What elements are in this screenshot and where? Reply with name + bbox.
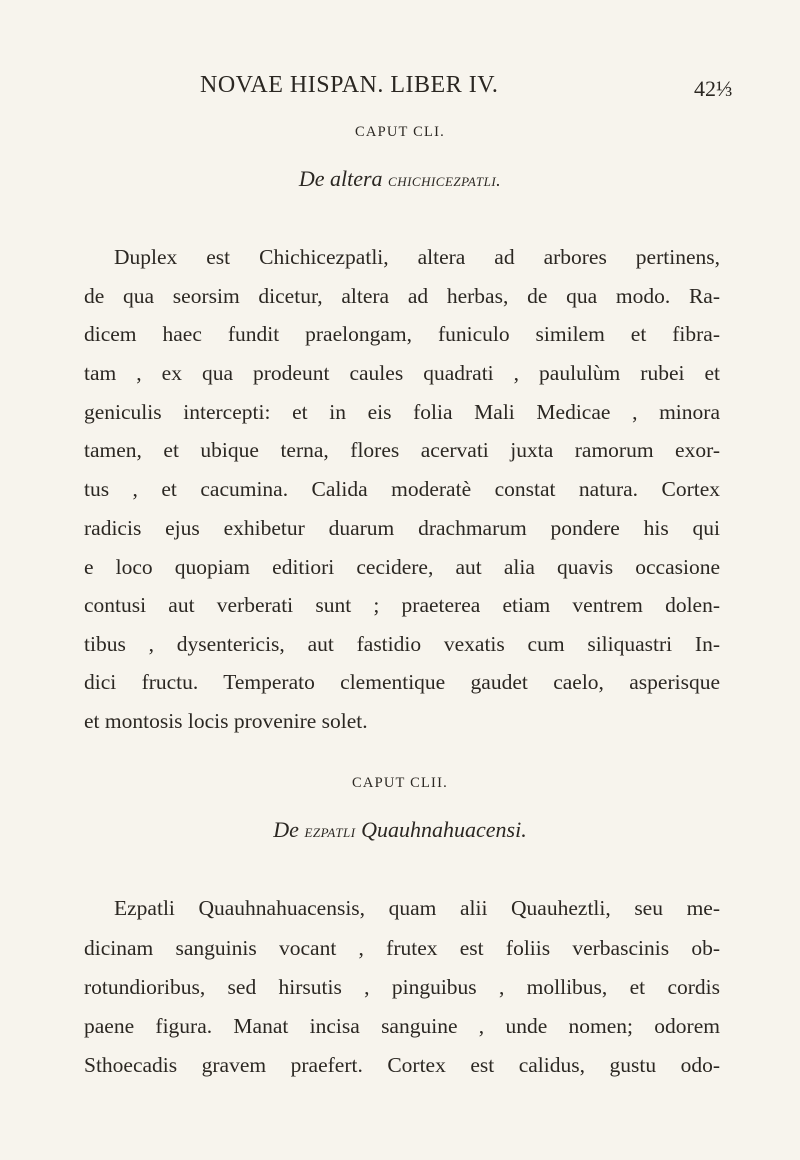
text-line: radicis ejus exhibetur duarum drachmarum pondere his qui [84,516,720,540]
text-line: tus , et cacumina. Calida moderatè constat natura. Cortex [84,477,720,501]
chapter-subtitle-clii [0,817,800,843]
text-line: tibus , dysentericis, aut fastidio vexatis cum siliquastri In- [84,632,720,656]
subtitle-plant-name: ezpatli [304,821,356,841]
subtitle-suffix: Quauhnahuacensi. [361,817,527,842]
text-line: tam , ex qua prodeunt caules quadrati , paululùm rubei et [84,361,720,385]
text-line: Ezpatli Quauhnahuacensis, quam alii Quauheztli, seu me- [114,896,720,920]
chapter-heading-cli: CAPUT CLI. [355,124,445,140]
text-line: tamen, et ubique terna, flores acervati juxta ramorum exor- [84,438,720,462]
text-line: de qua seorsim dicetur, altera ad herbas, de qua modo. Ra- [84,284,720,308]
text-line: geniculis intercepti: et in eis folia Mali Medicae , minora [84,400,720,424]
text-line: et montosis locis provenire solet. [84,709,368,733]
text-line: rotundioribus, sed hirsutis , pinguibus , mollibus, et cordis [84,975,720,999]
subtitle-prefix: De [273,817,299,842]
text-line: e loco quopiam editiori cecidere, aut alia quavis occasione [84,555,720,579]
page-number: 42⅓ [694,76,733,101]
text-line: dicinam sanguinis vocant , frutex est foliis verbascinis ob- [84,936,720,960]
subtitle-plant-name: chichicezpatli. [388,170,502,190]
text-line: dici fructu. Temperato clementique gaudet caelo, asperisque [84,670,720,694]
running-title: NOVAE HISPAN. LIBER IV. [200,72,499,98]
text-line: contusi aut verberati sunt ; praeterea etiam ventrem dolen- [84,593,720,617]
text-line: Sthoecadis gravem praefert. Cortex est calidus, gustu odo- [84,1053,720,1077]
chapter-heading-clii: CAPUT CLII. [352,775,448,791]
text-line: Duplex est Chichicezpatli, altera ad arbores pertinens, [114,245,720,269]
text-line: paene figura. Manat incisa sanguine , unde nomen; odorem [84,1014,720,1038]
subtitle-prefix: De altera [298,166,383,191]
chapter-subtitle-cli [0,166,800,192]
text-line: dicem haec fundit praelongam, funiculo similem et fibra- [84,322,720,346]
